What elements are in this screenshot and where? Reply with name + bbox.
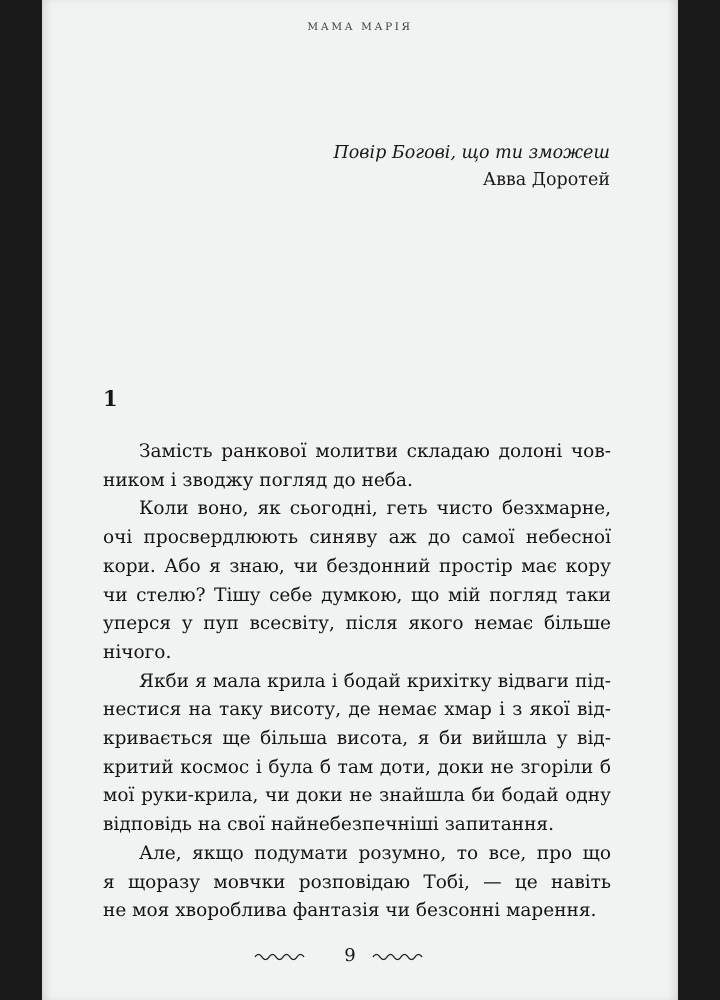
text-line: я щоразу мовчки розповідаю Тобі, — це навіть bbox=[103, 871, 611, 893]
text-line: Коли воно, як сьогодні, геть чисто безхмарне, bbox=[139, 498, 611, 520]
text-line: нічого. bbox=[103, 641, 172, 663]
text-line: відповідь на свої найнебезпечніші запитання. bbox=[103, 814, 554, 836]
text-line: Замість ранкової молитви складаю долоні чов- bbox=[139, 441, 611, 462]
epigraph-author: Авва Доротей bbox=[482, 170, 610, 190]
epigraph bbox=[334, 140, 611, 194]
text-line: не моя хвороблива фантазія чи безсонні марення. bbox=[103, 900, 597, 922]
running-header: МАМА МАРІЯ bbox=[307, 21, 413, 33]
text-line: Якби я мала крила і бодай крихітку відваги під- bbox=[139, 670, 611, 692]
text-line: Але, якщо подумати розумно, то все, про що bbox=[139, 842, 611, 864]
wave-ornament-icon bbox=[254, 951, 310, 961]
text-line: нестися на таку висоту, де немає хмар і з якої від- bbox=[103, 699, 611, 721]
text-line: чи стелю? Тішу себе думкою, що мій погляд таки bbox=[103, 584, 611, 606]
text-line: кори. Або я знаю, чи бездонний простір має кору bbox=[103, 555, 611, 577]
text-line: ником і зводжу погляд до неба. bbox=[103, 469, 413, 491]
text-line: очі просвердлюють синяву аж до самої небесної bbox=[103, 527, 611, 549]
epigraph-quote: Повір Богові, що ти зможеш bbox=[333, 143, 610, 163]
body-text bbox=[103, 438, 611, 926]
wave-ornament-icon bbox=[372, 951, 428, 961]
text-line: критий космос і була б там доти, доки не згоріли б bbox=[103, 756, 611, 778]
page-number: 9 bbox=[344, 945, 356, 966]
text-line: кривається ще більша висота, я би вийшла у від- bbox=[103, 728, 611, 750]
page-footer bbox=[42, 945, 678, 969]
text-line: уперся у пуп всесвіту, після якого немає більше bbox=[103, 613, 611, 635]
chapter-number: 1 bbox=[103, 386, 118, 411]
text-line: мої руки-крила, чи доки не знайшла би бодай одну bbox=[103, 785, 611, 807]
book-page bbox=[42, 0, 678, 1000]
